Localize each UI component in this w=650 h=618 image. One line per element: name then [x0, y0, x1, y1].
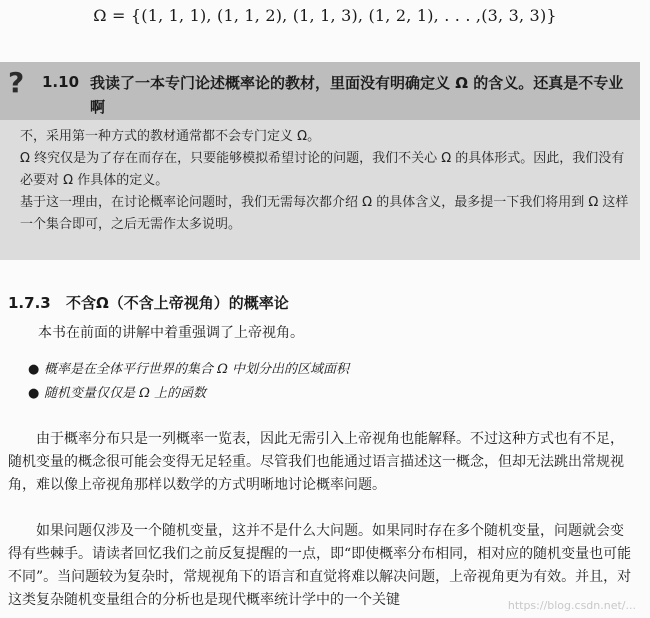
watermark: https://blog.csdn.net/... — [507, 599, 636, 612]
question-box — [0, 62, 640, 260]
question-title: 我读了一本专门论述概率论的教材，里面没有明确定义 Ω 的含义。还真是不专业啊 — [90, 74, 624, 116]
bullet-icon: ● — [28, 386, 40, 401]
bullet-list — [28, 358, 349, 406]
bullet-icon: ● — [28, 362, 40, 377]
list-item-text: 概率是在全体平行世界的集合 Ω 中划分出的区域面积 — [44, 362, 350, 377]
answer-paragraph: 基于这一理由，在讨论概率论问题时，我们无需每次都介绍 Ω 的具体含义，最多提一下我们将用到 Ω 这样一个集合即可，之后无需作太多说明。 — [20, 195, 629, 232]
question-answer — [0, 120, 640, 260]
answer-paragraph: Ω 终究仅是为了存在而存在，只要能够模拟希望讨论的问题，我们不关心 Ω 的具体形式。因此，我们没有必要对 Ω 作具体的定义。 — [20, 151, 625, 188]
omega-formula: Ω = {(1, 1, 1), (1, 1, 2), (1, 1, 3), (1, 2, 1), . . . ,(3, 3, 3)} — [93, 6, 557, 25]
question-number: 1.10 — [42, 73, 80, 91]
section-title: 不含Ω（不含上帝视角）的概率论 — [65, 294, 289, 312]
body-paragraph: 如果问题仅涉及一个随机变量，这并不是什么大问题。如果同时存在多个随机变量，问题就会变得有些棘手。请读者回忆我们之前反复提醒的一点，即“即使概率分布相同，相对应的随机变量也可能不同”。当问题较为复杂时，常规视角下的语言和直觉将难以解决问题，上帝视角更为有效。并且，对这类复杂随机变量组合的分析也是现代概率统计学中的一个关键 — [8, 523, 632, 608]
intro-text: 本书在前面的讲解中着重强调了上帝视角。 — [38, 325, 304, 341]
question-mark-icon: ? — [8, 66, 25, 99]
answer-paragraph: 不，采用第一种方式的教材通常都不会专门定义 Ω。 — [20, 129, 321, 144]
section-number: 1.7.3 — [8, 294, 51, 312]
section-heading — [8, 292, 289, 313]
list-item-text: 随机变量仅仅是 Ω 上的函数 — [44, 386, 207, 401]
body-paragraph: 由于概率分布只是一列概率一览表，因此无需引入上帝视角也能解释。不过这种方式也有不足，随机变量的概念很可能会变得无足轻重。尽管我们也能通过语言描述这一概念，但却无法跳出常规视角，难以像上帝视角那样以数学的方式明晰地讨论概率问题。 — [8, 431, 624, 493]
list-item — [28, 358, 349, 382]
question-header — [0, 62, 640, 120]
list-item — [28, 382, 349, 406]
